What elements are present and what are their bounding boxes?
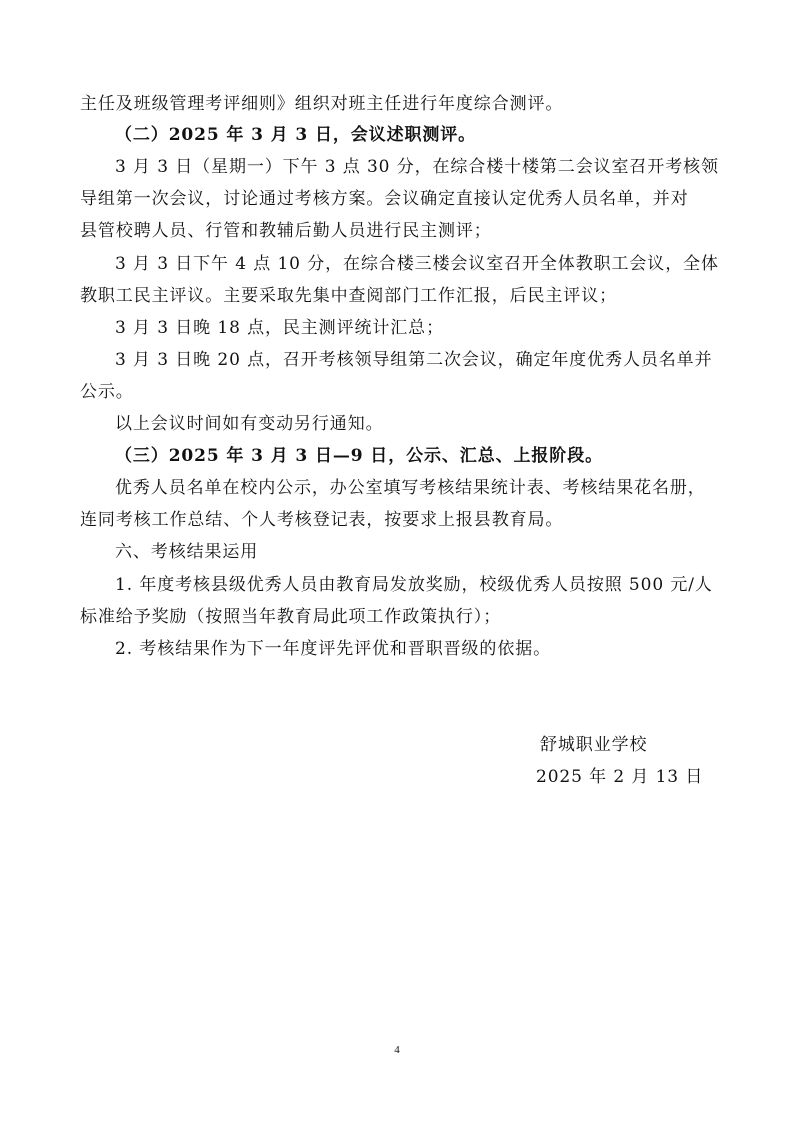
section-heading-6: 六、考核结果运用 [115, 542, 259, 562]
paragraph-line: 3 月 3 日（星期一）下午 3 点 30 分，在综合楼十楼第二会议室召开考核领 [115, 157, 719, 177]
paragraph-line: 2. 考核结果作为下一年度评先评优和晋职晋级的依据。 [115, 639, 552, 659]
paragraph-line: 标准给予奖励（按照当年教育局此项工作政策执行）； [80, 607, 502, 627]
paragraph-line: 3 月 3 日晚 20 点，召开考核领导组第二次会议，确定年度优秀人员名单并 [115, 350, 713, 370]
paragraph-line: 连同考核工作总结、个人考核登记表，按要求上报县教育局。 [80, 510, 564, 530]
paragraph-line: 主任及班级管理考评细则》组织对班主任进行年度综合测评。 [80, 94, 564, 114]
paragraph-line: 公示。 [80, 382, 134, 402]
paragraph-line: 以上会议时间如有变动另行通知。 [115, 414, 384, 434]
paragraph-line: 县管校聘人员、行管和教辅后勤人员进行民主测评； [80, 221, 492, 241]
paragraph-line: 1. 年度考核县级优秀人员由教育局发放奖励，校级优秀人员按照 500 元/人 [115, 575, 713, 595]
signature-date: 2025 年 2 月 13 日 [536, 767, 704, 787]
paragraph-line: 优秀人员名单在校内公示，办公室填写考核结果统计表、考核结果花名册， [115, 478, 706, 498]
paragraph-line: 3 月 3 日下午 4 点 10 分，在综合楼三楼会议室召开全体教职工会议，全体 [115, 254, 719, 274]
signature-org: 舒城职业学校 [540, 735, 648, 755]
paragraph-line: 教职工民主评议。主要采取先集中查阅部门工作汇报，后民主评议； [80, 286, 617, 306]
page-number: 4 [394, 1044, 400, 1056]
paragraph-line: 导组第一次会议，讨论通过考核方案。会议确定直接认定优秀人员名单，并对 [80, 189, 689, 209]
section-heading-2: （二）2025 年 3 月 3 日，会议述职测评。 [115, 125, 477, 145]
section-heading-3: （三）2025 年 3 月 3 日—9 日，公示、汇总、上报阶段。 [115, 446, 604, 466]
paragraph-line: 3 月 3 日晚 18 点，民主测评统计汇总； [115, 318, 444, 338]
